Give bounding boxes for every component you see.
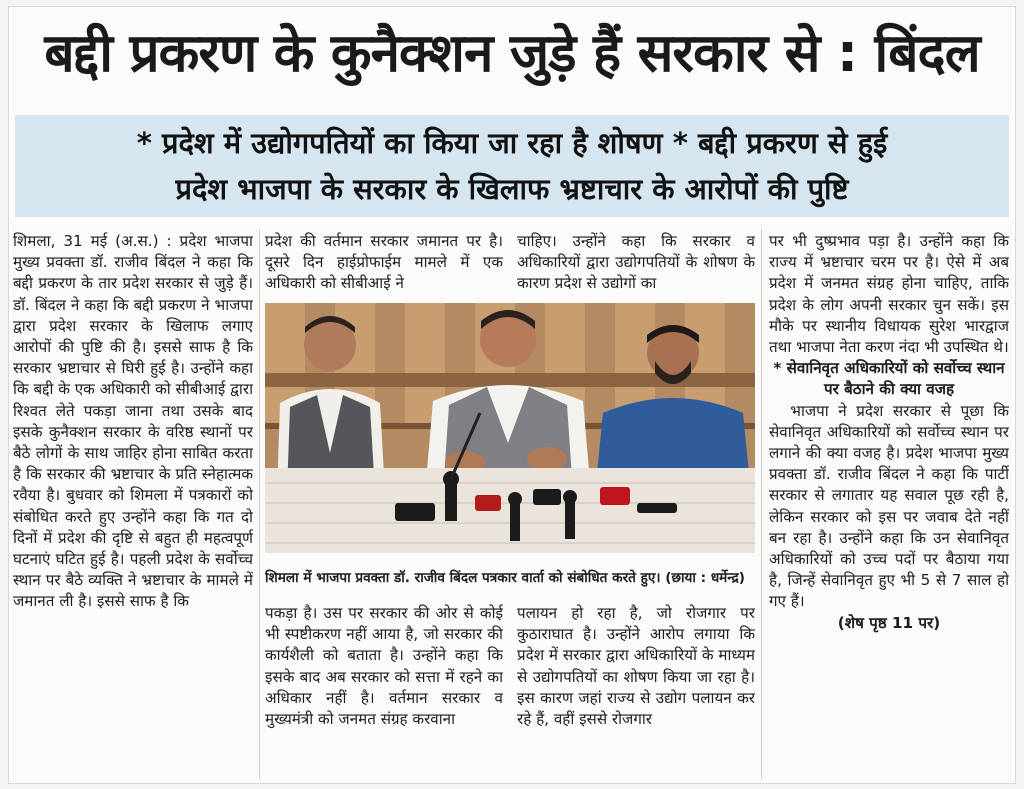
subheadline-line-2: प्रदेश भाजपा के सरकार के खिलाफ भ्रष्टाचार के आरोपों की पुष्टि	[175, 172, 849, 206]
column-4-bottom-text: भाजपा ने प्रदेश सरकार से पूछा कि सेवानिवृत अधिकारियों को सर्वोच्च स्थान पर लगाने की क्या वजह है। प्रदेश भाजपा मुख्य प्रवक्ता डॉ. राजीव बिंदल ने कहा कि पार्टी सरकार से लगातार यह सवाल पूछ रही है, लेकिन सरकार को इस पर जवाब देते नहीं बन रहा है। उन्होंने कहा कि उन सेवानिवृत अधिकारियों को उच्च पदों पर बैठाया गया है, जिन्हें सेवानिवृत हुए भी 5 से 7 साल हो गए हैं।	[769, 401, 1009, 611]
subheadline-line-1: * प्रदेश में उद्योगपतियों का किया जा रहा है शोषण * बद्दी प्रकरण से हुई	[136, 126, 888, 160]
article-column-3-bottom	[517, 603, 755, 781]
column-3-bottom-text: पलायन हो रहा है, जो रोजगार पर कुठाराघात है। उन्होंने आरोप लगाया कि प्रदेश में सरकार द्वारा अधिकारियों के माध्यम से उद्योगपतियों का शोषण किया जा रहा है। इस कारण जहां राज्य से उद्योग पलायन कर रहे हैं, वहीं इससे रोजगार	[517, 604, 755, 729]
column-2-top-text: प्रदेश की वर्तमान सरकार जमानत पर है। दूसरे दिन हाईप्रोफाईम मामले में एक अधिकारी को सीबीआई ने	[265, 232, 503, 293]
headline: बद्दी प्रकरण के कुनैक्शन जुड़े हैं सरकार से : बिंदल	[44, 23, 980, 84]
article-column-4	[769, 231, 1009, 783]
continued-on-page: (शेष पृष्ठ 11 पर)	[837, 613, 941, 632]
column-3-top-text: चाहिए। उन्होंने कहा कि सरकार व अधिकारियों द्वारा उद्योगपतियों के शोषण के कारण प्रदेश से उद्योगों का	[517, 232, 755, 293]
press-conference-illustration	[265, 303, 755, 553]
column-2-bottom-text: पकड़ा है। उस पर सरकार की ओर से कोई भी स्पष्टीकरण नहीं आया है, जो सरकार की कार्यशैली को बताता है। उन्होंने कहा कि इसके बाद अब सरकार को सत्ता में रहने का अधिकार नहीं है। वर्तमान सरकार व मुख्यमंत्री को जनमत संग्रह करवाना	[265, 604, 503, 729]
article-column-2-bottom	[265, 603, 503, 781]
column-1-text: शिमला, 31 मई (अ.स.) : प्रदेश भाजपा मुख्य प्रवक्ता डॉ. राजीव बिंदल ने कहा कि बद्दी प्रकरण के तार प्रदेश सरकार से जुड़े हैं। डॉ. बिंदल ने कहा कि बद्दी प्रकरण ने भाजपा द्वारा प्रदेश सरकार के खिलाफ लगाए आरोपों की पुष्टि की है। इससे साफ है कि सरकार भ्रष्टाचार से घिरी हुई है। उन्होंने कहा कि बद्दी के एक अधिकारी को सीबीआई द्वारा रिश्वत लेते पकड़ा जाना तथा उसके बाद इसके कुनैक्शन सरकार के वरिष्ठ स्थानों पर बैठे लोगों के साथ जाहिर होना साबित करता है कि सरकार की भ्रष्टाचार के प्रति स्नेहात्मक रवैया है। बुधवार को शिमला में पत्रकारों को संबोधित करते हुए उन्होंने कहा कि गत दो दिनों में प्रदेश की दृष्टि से बहुत ही महत्वपूर्ण घटनाएं घटित हुई है। पहली प्रदेश के सर्वोच्च स्थान पर बैठे व्यक्ति ने भ्रष्टाचार के मामले में जमानत ली है। इससे साफ है कि	[13, 232, 253, 611]
newspaper-page	[8, 6, 1016, 784]
photo-caption: शिमला में भाजपा प्रवक्ता डॉ. राजीव बिंदल पत्रकार वार्ता को संबोधित करते हुए। (छाया : धर्मेन्द्र)	[265, 570, 745, 586]
article-column-2-top	[265, 231, 503, 295]
column-4-subheading: * सेवानिवृत अधिकारियों को सर्वोच्च स्थान पर बैठाने की क्या वजह	[773, 359, 1005, 399]
column-divider	[761, 229, 762, 779]
article-column-1	[13, 231, 253, 781]
column-divider	[259, 229, 260, 779]
column-4-top-text: पर भी दुष्प्रभाव पड़ा है। उन्होंने कहा कि राज्य में भ्रष्टाचार चरम पर है। ऐसे में अब प्रदेश में जनमत संग्रह होना चाहिए, ताकि प्रदेश के लोग अपनी सरकार चुन सकें। इस मौके पर स्थानीय विधायक सुरेश भारद्वाज तथा भाजपा नेता करण नंदा भी उपस्थित थे।	[769, 232, 1009, 357]
press-conference-photo	[265, 303, 755, 553]
article-column-3-top	[517, 231, 755, 295]
subheadline-box	[15, 115, 1009, 217]
